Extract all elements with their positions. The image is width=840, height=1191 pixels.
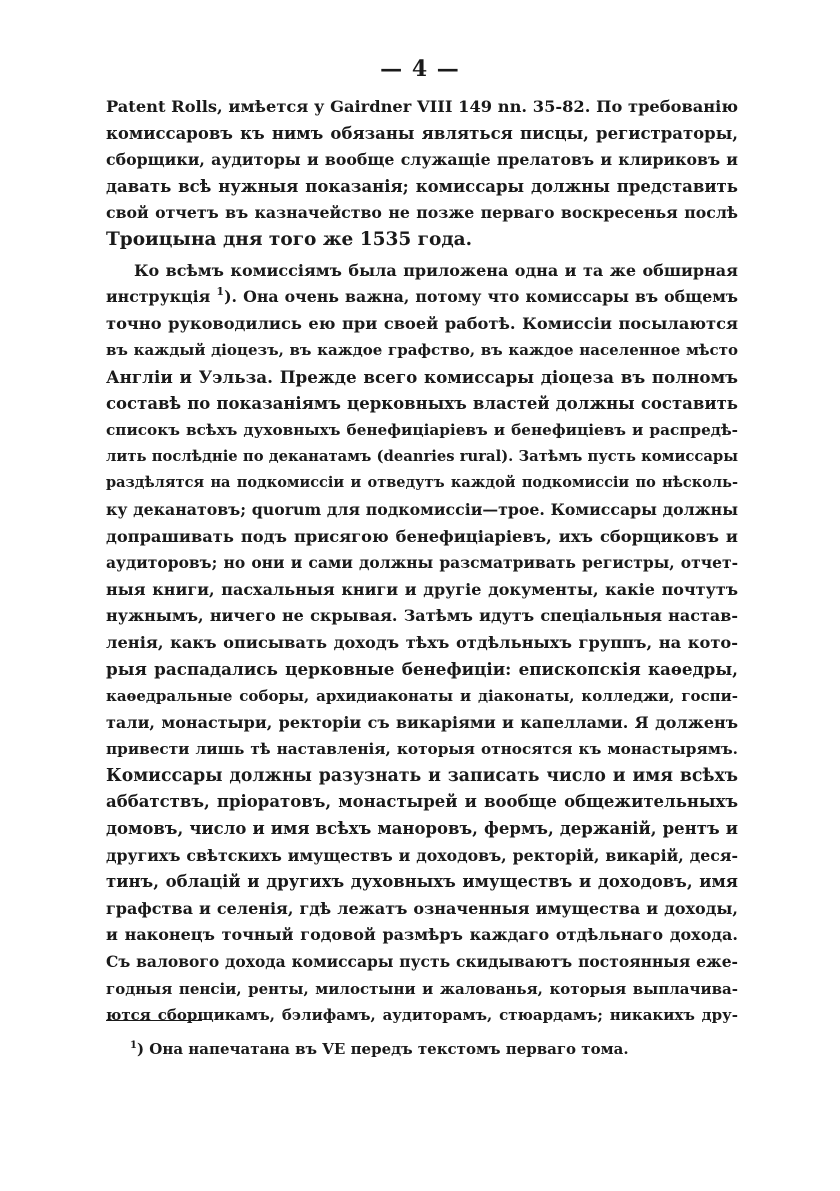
body-text bbox=[106, 94, 738, 1029]
text-line: домовъ, число и имя всѣхъ маноровъ, фермъ, держаній, рентъ и bbox=[106, 819, 738, 839]
text-line: сборщики, аудиторы и вообще служащіе прелатовъ и клириковъ и bbox=[106, 150, 738, 170]
text-line: нужнымъ, ничего не скрывая. Затѣмъ идутъ спеціальныя настав- bbox=[106, 606, 738, 626]
text-line: привести лишь тѣ наставленія, которыя относятся къ монастырямъ. bbox=[106, 740, 738, 759]
text-line: Англіи и Уэльза. Прежде всего комиссары діоцеза въ полномъ bbox=[106, 366, 738, 387]
footnote bbox=[130, 1040, 629, 1058]
text-line: Ко всѣмъ комиссіямъ была приложена одна и та же обширная bbox=[134, 260, 738, 280]
text-line: лить послѣдніе по деканатамъ (deanries rural). Затѣмъ пусть комиссары bbox=[106, 447, 738, 465]
footnote-marker: 1 bbox=[130, 1040, 137, 1051]
text-line: тали, монастыри, ректоріи съ викаріями и капеллами. Я долженъ bbox=[106, 712, 738, 732]
text-line-with-footnote-ref bbox=[106, 284, 738, 311]
text-line: ку деканатовъ; quorum для подкомиссіи—трое. Комиссары должны bbox=[106, 499, 738, 519]
text-line: рыя распадались церковные бенефиціи: епископскія каѳедры, bbox=[106, 659, 738, 680]
text-line: Комиссары должны разузнать и записать число и имя всѣхъ bbox=[106, 765, 738, 786]
footnote-text: ) Она напечатана въ VE передъ текстомъ перваго тома. bbox=[136, 1040, 629, 1058]
text-line: давать всѣ нужныя показанія; комиссары должны представить bbox=[106, 176, 738, 196]
text-line: аббатствъ, пріоратовъ, монастырей и вообще общежительныхъ bbox=[106, 792, 738, 812]
footnote-reference: 1 bbox=[216, 285, 225, 299]
text-line: аудиторовъ; но они и сами должны разсматривать регистры, отчет- bbox=[106, 553, 738, 573]
text-line: въ каждый діоцезъ, въ каждое графство, въ каждое населенное мѣсто bbox=[106, 341, 738, 360]
text-line: ленія, какъ описывать доходъ тѣхъ отдѣльныхъ группъ, на кото- bbox=[106, 632, 738, 652]
text-line: комиссаровъ къ нимъ обязаны являться писцы, регистраторы, bbox=[106, 123, 738, 143]
text-line: свой отчетъ въ казначейство не позже перваго воскресенья послѣ bbox=[106, 203, 738, 223]
text-line: списокъ всѣхъ духовныхъ бенефиціаріевъ и бенефиціевъ и распредѣ- bbox=[106, 421, 738, 440]
text-line: ются сборщикамъ, бэлифамъ, аудиторамъ, стюардамъ; никакихъ дру- bbox=[106, 1006, 738, 1025]
page-number: — 4 — bbox=[380, 56, 460, 82]
footnote-divider bbox=[106, 1020, 202, 1021]
text-line: годныя пенсіи, ренты, милостыни и жалованья, которыя выплачива- bbox=[106, 979, 738, 998]
text-line: другихъ свѣтскихъ имуществъ и доходовъ, ректорій, викарій, деся- bbox=[106, 845, 738, 865]
text-line: Троицына дня того же 1535 года. bbox=[106, 228, 473, 250]
text-fragment: инструкція bbox=[106, 287, 211, 307]
text-line: каѳедральные соборы, архидиаконаты и діаконаты, колледжи, госпи- bbox=[106, 687, 738, 706]
text-fragment: ). Она очень важна, потому что комиссары въ общемъ bbox=[224, 287, 738, 307]
text-line: и наконецъ точный годовой размѣръ каждаго отдѣльнаго дохода. bbox=[106, 925, 738, 945]
text-line: составѣ по показаніямъ церковныхъ властей должны составить bbox=[106, 393, 738, 413]
text-line: допрашивать подъ присягою бенефиціаріевъ, ихъ сборщиковъ и bbox=[106, 526, 738, 546]
text-line: ныя книги, пасхальныя книги и другіе документы, какіе почтутъ bbox=[106, 579, 738, 599]
text-line: Patent Rolls, имѣется у Gairdner VIII 149 nn. 35-82. По требованію bbox=[106, 97, 738, 116]
text-line: раздѣлятся на подкомиссіи и отведутъ каждой подкомиссіи по нѣсколь- bbox=[106, 474, 738, 492]
text-line: графства и селенія, гдѣ лежатъ означенныя имущества и доходы, bbox=[106, 898, 738, 918]
text-line: точно руководились ею при своей работѣ. Комиссіи посылаются bbox=[106, 313, 738, 333]
text-line: тинъ, облацій и другихъ духовныхъ имуществъ и доходовъ, имя bbox=[106, 872, 738, 892]
text-line: Съ валового дохода комиссары пусть скидываютъ постоянныя еже- bbox=[106, 952, 738, 971]
